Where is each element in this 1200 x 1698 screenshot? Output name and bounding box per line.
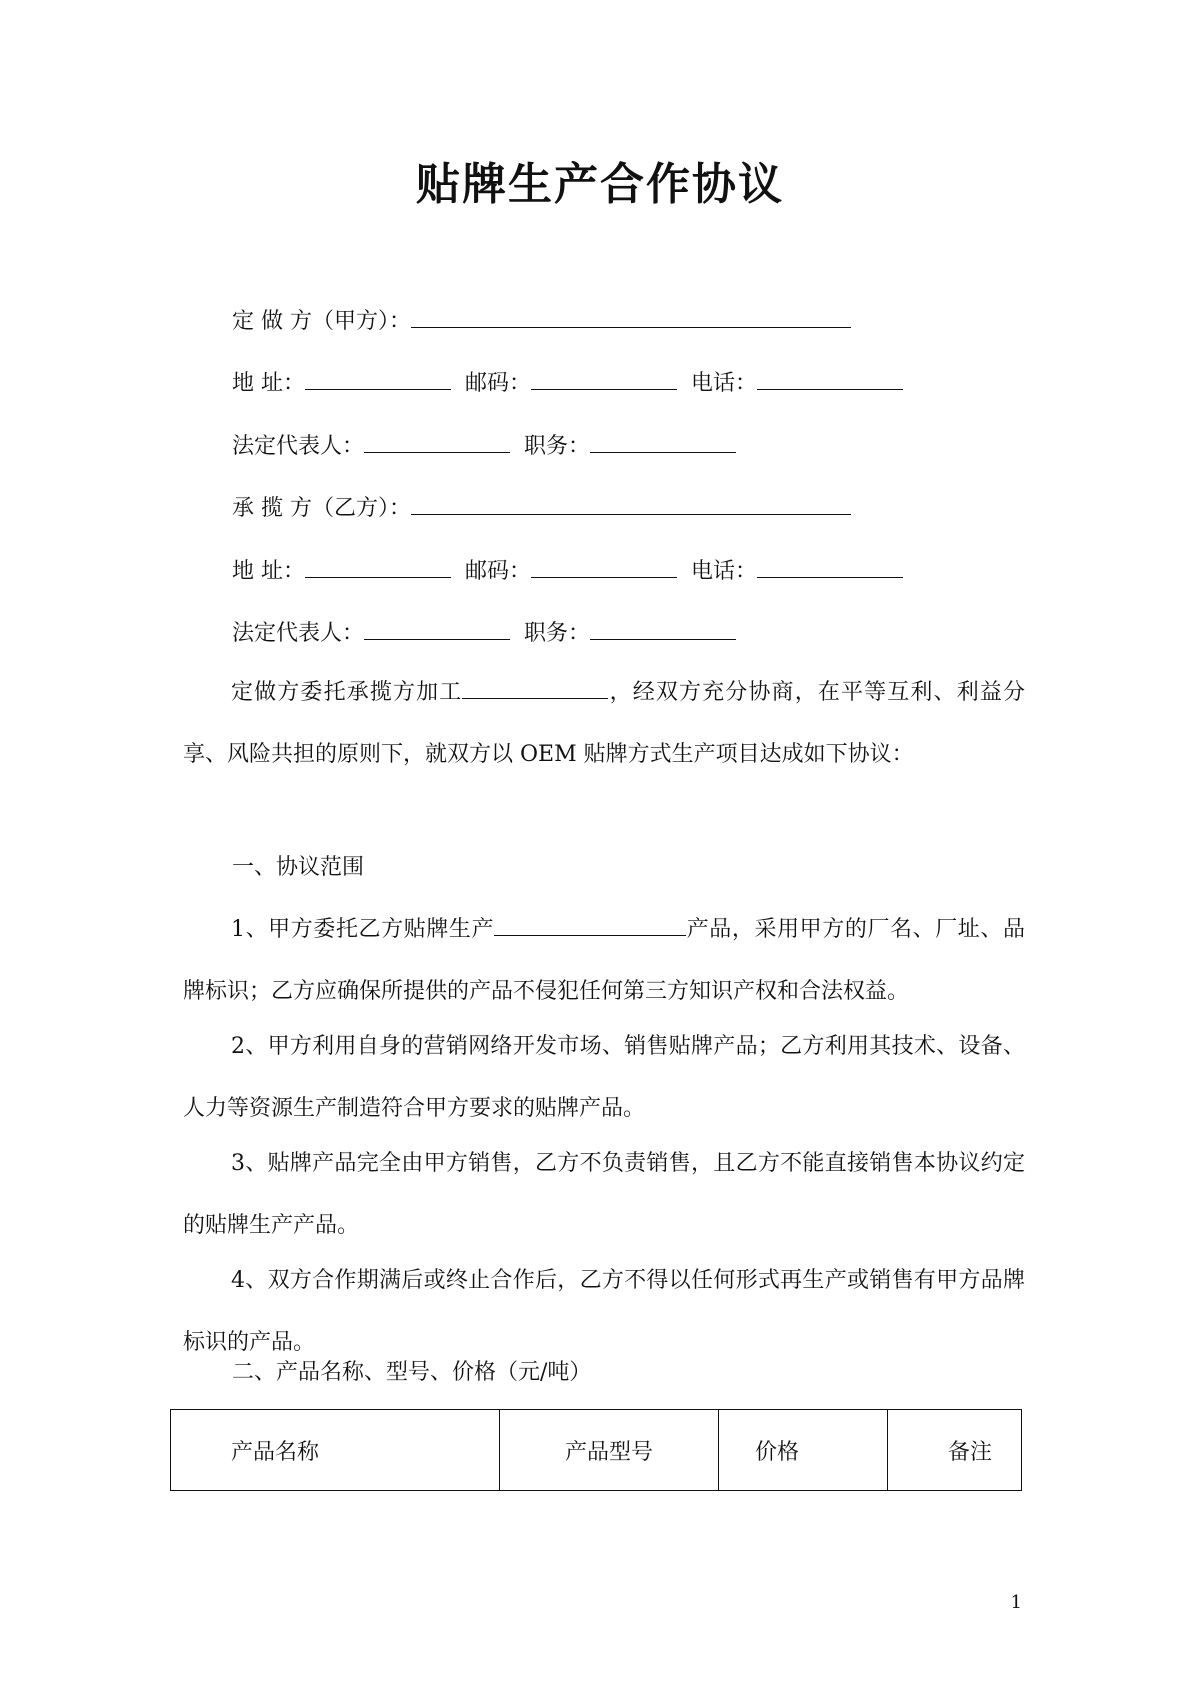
section1-item1 — [183, 899, 1025, 1023]
party-a-postcode-blank[interactable] — [531, 365, 677, 390]
party-a-title-blank[interactable] — [590, 428, 736, 453]
party-b-phone-blank[interactable] — [757, 553, 903, 578]
section1-item4: 4、双方合作期满后或终止合作后，乙方不得以任何形式再生产或销售有甲方品牌标识的产品。 — [183, 1268, 1025, 1355]
party-a-line — [232, 303, 851, 337]
document-title: 贴牌生产合作协议 — [416, 159, 784, 210]
party-b-rep-line — [232, 615, 736, 649]
party-a-title-label: 职务： — [524, 434, 591, 459]
party-a-rep-line — [232, 428, 736, 462]
party-a-label: 定 做 方（甲方）： — [232, 309, 411, 334]
party-a-rep-blank[interactable] — [364, 428, 510, 453]
party-a-phone-blank[interactable] — [757, 365, 903, 390]
party-a-rep-label: 法定代表人： — [232, 434, 365, 459]
party-b-label: 承 揽 方（乙方）： — [232, 496, 411, 521]
product-table — [170, 1409, 1022, 1491]
header-remark: 备注 — [888, 1410, 1022, 1491]
party-b-postcode-blank[interactable] — [531, 553, 677, 578]
item1-product-blank[interactable] — [494, 911, 686, 936]
header-product-name: 产品名称 — [171, 1410, 500, 1491]
party-a-contact-line — [232, 365, 903, 399]
party-b-name-blank[interactable] — [411, 490, 851, 515]
intro-text-1: 定做方委托承揽方加工 — [231, 680, 463, 705]
item1-text-1: 1、甲方委托乙方贴牌生产 — [231, 917, 495, 942]
party-b-rep-blank[interactable] — [364, 615, 510, 640]
section1-heading: 一、协议范围 — [232, 855, 365, 880]
party-b-title-label: 职务： — [524, 621, 591, 646]
header-product-model: 产品型号 — [500, 1410, 719, 1491]
intro-text-2: ，经双方充分协商，在平等互利、利益分享、风险共担的原则下，就双方以 OEM 贴牌方式生产项目达成如下协议： — [183, 680, 1025, 767]
table-header-row — [171, 1410, 1022, 1491]
page-number: 1 — [1010, 1592, 1022, 1613]
party-b-address-blank[interactable] — [305, 553, 451, 578]
section1-item3: 3、贴牌产品完全由甲方销售，乙方不负责销售，且乙方不能直接销售本协议约定的贴牌生产产品。 — [183, 1151, 1025, 1238]
party-b-phone-label: 电话： — [691, 559, 758, 584]
section2-heading: 二、产品名称、型号、价格（元/吨） — [232, 1360, 592, 1385]
party-b-address-label: 地 址： — [232, 559, 305, 584]
section1-item2: 2、甲方利用自身的营销网络开发市场、销售贴牌产品；乙方利用其技术、设备、人力等资源生产制造符合甲方要求的贴牌产品。 — [183, 1034, 1025, 1121]
party-b-title-blank[interactable] — [590, 615, 736, 640]
party-b-postcode-label: 邮码： — [465, 559, 532, 584]
party-b-line — [232, 490, 851, 524]
intro-product-blank[interactable] — [462, 674, 608, 699]
party-a-phone-label: 电话： — [691, 371, 758, 396]
item1-text-2: 产品，采用甲方的厂名、厂址、品牌标识；乙方应确保所提供的产品不侵犯任何第三方知识产权和合法权益。 — [183, 917, 1025, 1004]
header-price: 价格 — [719, 1410, 888, 1491]
party-b-rep-label: 法定代表人： — [232, 621, 365, 646]
intro-paragraph — [183, 662, 1025, 786]
party-a-address-blank[interactable] — [305, 365, 451, 390]
party-a-name-blank[interactable] — [411, 303, 851, 328]
party-b-contact-line — [232, 553, 903, 587]
party-a-postcode-label: 邮码： — [465, 371, 532, 396]
party-a-address-label: 地 址： — [232, 371, 305, 396]
